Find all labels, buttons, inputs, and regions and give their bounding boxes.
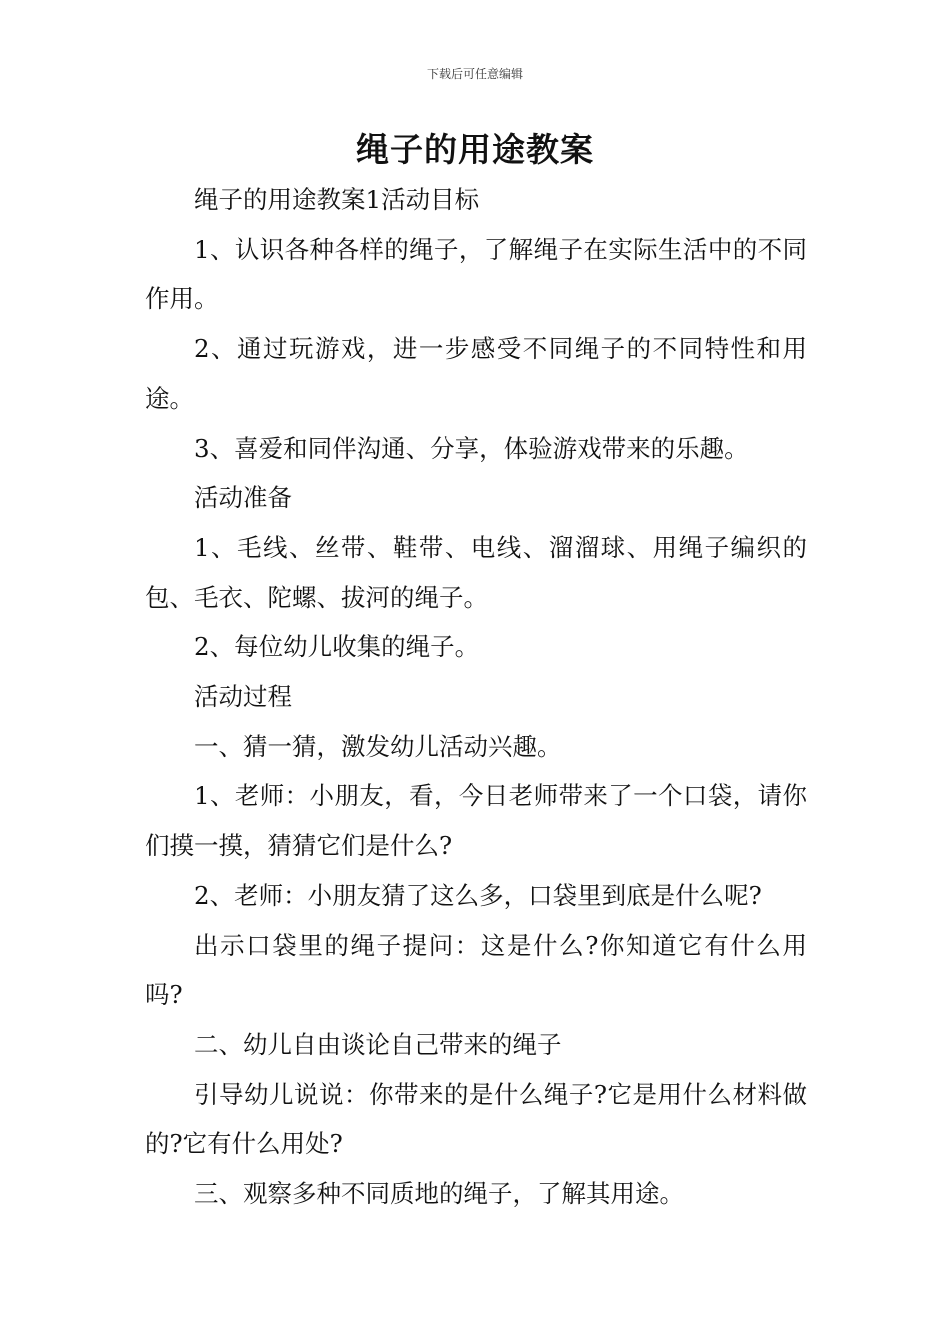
paragraph: 一、猜一猜，激发幼儿活动兴趣。 xyxy=(194,731,562,761)
paragraph: 1、毛线、丝带、鞋带、电线、溜溜球、用绳子编织的包、毛衣、陀螺、拔河的绳子。 xyxy=(145,532,807,612)
paragraph: 1、老师：小朋友，看，今日老师带来了一个口袋，请你们摸一摸，猜猜它们是什么? xyxy=(145,781,807,861)
paragraph: 二、幼儿自由谈论自己带来的绳子 xyxy=(194,1029,562,1059)
paragraph: 引导幼儿说说：你带来的是什么绳子?它是用什么材料做的?它有什么用处? xyxy=(145,1079,807,1159)
paragraph-section-process: 活动过程 xyxy=(194,682,292,712)
paragraph-section-preparation: 活动准备 xyxy=(194,483,292,513)
paragraph: 2、通过玩游戏，进一步感受不同绳子的不同特性和用途。 xyxy=(145,334,807,413)
paragraph-section-goals: 绳子的用途教案1活动目标 xyxy=(194,185,480,214)
paragraph: 2、每位幼儿收集的绳子。 xyxy=(194,632,480,662)
paragraph: 三、观察多种不同质地的绳子，了解其用途。 xyxy=(194,1179,684,1209)
paragraph: 出示口袋里的绳子提问：这是什么?你知道它有什么用吗? xyxy=(145,930,807,1010)
paragraph: 3、喜爱和同伴沟通、分享，体验游戏带来的乐趣。 xyxy=(194,433,749,463)
document-body xyxy=(145,175,807,1219)
paragraph: 2、老师：小朋友猜了这么多，口袋里到底是什么呢? xyxy=(194,880,762,910)
paragraph: 1、认识各种各样的绳子，了解绳子在实际生活中的不同作用。 xyxy=(145,234,807,314)
document-title: 绳子的用途教案 xyxy=(356,130,594,169)
page-header-note: 下载后可任意编辑 xyxy=(426,67,523,81)
